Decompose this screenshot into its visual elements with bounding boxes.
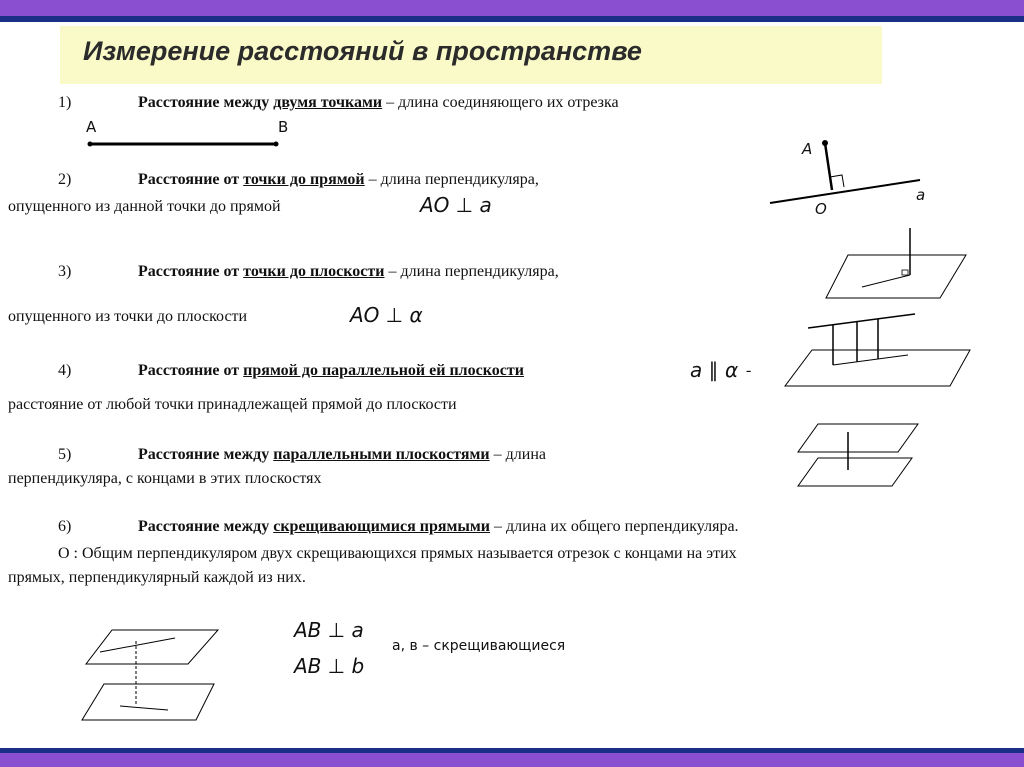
item-2-rest: – длина перпендикуляра, <box>364 171 539 188</box>
bottom-note: a, в – скрещивающиеся <box>392 638 566 654</box>
item-5-number: 5) <box>58 446 72 463</box>
item-6-text <box>138 518 739 536</box>
item-4-line2: расстояние от любой точки принадлежащей прямой до плоскости <box>8 396 457 413</box>
item-2-label-o: O <box>815 200 827 218</box>
page-title: Измерение расстояний в пространстве <box>83 36 642 66</box>
item-3-line2: опущенного из точки до плоскости <box>8 308 248 325</box>
item-4-rest: - <box>746 362 752 379</box>
item-5-line2: перпендикуляра, с концами в этих плоскостях <box>8 470 322 487</box>
item-6-head: Расстояние между <box>138 518 270 535</box>
bottom-formula-2: AB ⊥ b <box>294 654 365 678</box>
skew-lines-figure <box>0 0 1 1</box>
item-1-text <box>138 94 619 112</box>
item-4-text <box>138 362 524 380</box>
item-3-formula: AO ⊥ α <box>350 303 423 327</box>
bottom-purple-bar <box>0 753 1024 767</box>
item-3-head: Расстояние от <box>138 263 240 280</box>
item-5-head: Расстояние между <box>138 446 270 463</box>
item-1-rest: – длина соединяющего их отрезка <box>382 94 619 111</box>
item-1-number: 1) <box>58 94 72 111</box>
top-purple-bar <box>0 0 1024 16</box>
item-2-label-a: A <box>802 140 813 158</box>
item-2-term: точки до прямой <box>243 171 365 188</box>
item-2-label-line: a <box>916 186 926 204</box>
item-4-formula: a ∥ α <box>690 358 739 382</box>
item-1-label-b: B <box>278 118 289 136</box>
item-4-head: Расстояние от <box>138 362 240 379</box>
item-6-term: скрещивающимися прямыми <box>273 518 491 535</box>
item-2-number: 2) <box>58 171 72 188</box>
item-3-term: точки до плоскости <box>243 263 385 280</box>
item-6-rest: – длина их общего перпендикуляра. <box>490 518 739 535</box>
item-6-line2: О : Общим перпендикуляром двух скрещивающихся прямых называется отрезок с концами на этих <box>58 545 737 562</box>
item-1-label-a: A <box>86 118 97 136</box>
item-6-line3: прямых, перпендикулярный каждой из них. <box>8 569 306 586</box>
item-3-text <box>138 263 559 281</box>
bottom-formula-1: AB ⊥ a <box>294 618 364 642</box>
top-blue-bar <box>0 16 1024 22</box>
item-5-rest: – длина <box>489 446 546 463</box>
item-2-formula: AO ⊥ a <box>420 193 492 217</box>
item-3-rest: – длина перпендикуляра, <box>384 263 559 280</box>
item-1-head: Расстояние между <box>138 94 270 111</box>
item-2-head: Расстояние от <box>138 171 240 188</box>
item-5-text <box>138 446 546 464</box>
item-4-term: прямой до параллельной ей плоскости <box>243 362 524 379</box>
item-4-number: 4) <box>58 362 72 379</box>
item-3-number: 3) <box>58 263 72 280</box>
item-5-term: параллельными плоскостями <box>273 446 490 463</box>
item-6-number: 6) <box>58 518 72 535</box>
item-2-line2: опущенного из данной точки до прямой <box>8 198 281 215</box>
item-2-text <box>138 171 539 189</box>
item-1-term: двумя точками <box>273 94 383 111</box>
